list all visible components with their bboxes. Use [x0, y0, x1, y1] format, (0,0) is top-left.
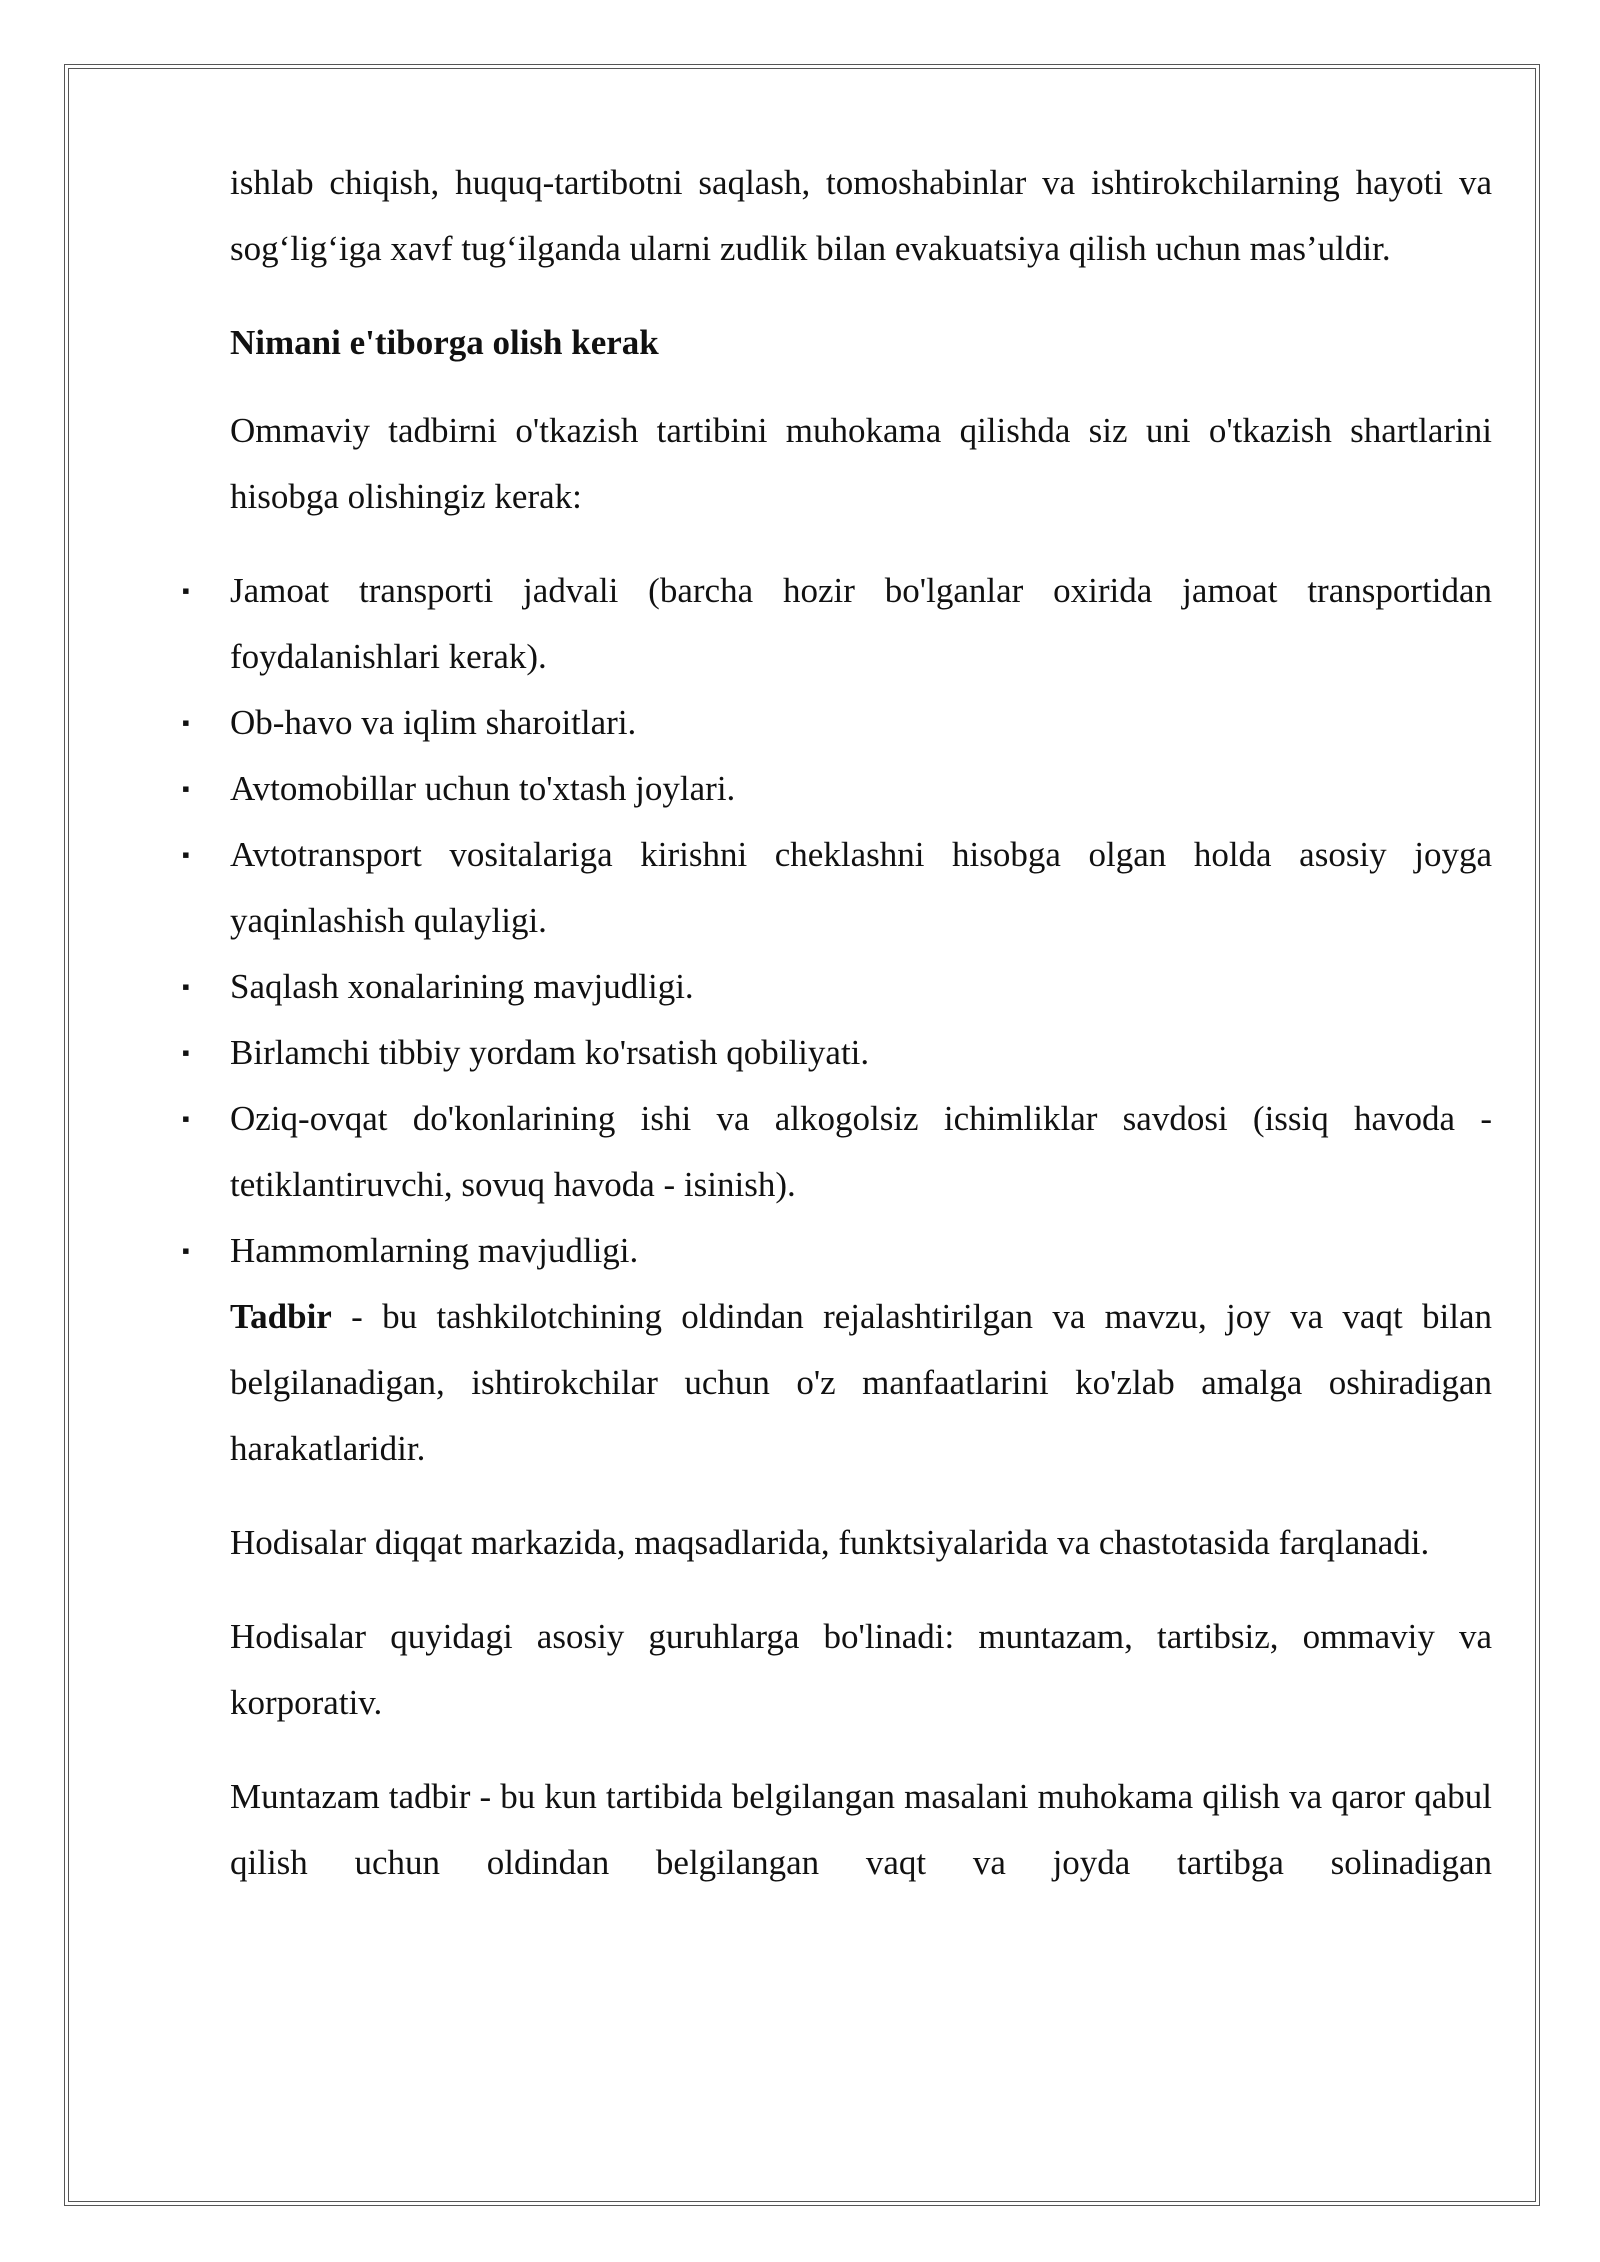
list-item-text: Avtomobillar uchun to'xtash joylari. [230, 769, 736, 808]
list-item-text: Hammomlarning mavjudligi. [230, 1231, 639, 1270]
list-item [182, 822, 1492, 954]
list-item [182, 1020, 1492, 1086]
list-item [182, 1218, 1492, 1284]
bullet-icon: ▪ [182, 974, 190, 999]
bullet-icon: ▪ [182, 1238, 190, 1263]
list-item-text: Saqlash xonalarining mavjudligi. [230, 967, 694, 1006]
bullet-icon: ▪ [182, 1106, 190, 1131]
list-item [182, 690, 1492, 756]
paragraph-focus: Hodisalar diqqat markazida, maqsadlarida, funktsiyalarida va chastotasida farqlanadi. [230, 1523, 1430, 1562]
paragraph-continuation: ishlab chiqish, huquq-tartibotni saqlash, tomoshabinlar va ishtirokchilarning hayoti va sog‘lig‘iga xavf tug‘ilganda ularni zudlik bilan evakuatsiya qilish uchun mas’uldir. [230, 163, 1492, 268]
list-item-text: Oziq-ovqat do'konlarining ishi va alkogolsiz ichimliklar savdosi (issiq havoda - tetiklantiruvchi, sovuq havoda - isinish). [230, 1099, 1492, 1204]
list-item-text: Birlamchi tibbiy yordam ko'rsatish qobiliyati. [230, 1033, 870, 1072]
definition-term: Tadbir [230, 1297, 332, 1336]
paragraph-regular-event: Muntazam tadbir - bu kun tartibida belgilangan masalani muhokama qilish va qaror qabul qilish uchun oldindan belgilangan vaqt va joyda tartibga solinadigan [230, 1777, 1492, 1882]
bullet-icon: ▪ [182, 710, 190, 735]
section-heading: Nimani e'tiborga olish kerak [230, 323, 659, 362]
list-item [182, 954, 1492, 1020]
conditions-list [182, 558, 1492, 1284]
paragraph-definition [230, 1284, 1492, 1482]
list-item [182, 1086, 1492, 1218]
paragraph-intro: Ommaviy tadbirni o'tkazish tartibini muhokama qilishda siz uni o'tkazish shartlarini hisobga olishingiz kerak: [230, 411, 1492, 516]
list-item-text: Ob-havo va iqlim sharoitlari. [230, 703, 637, 742]
bullet-icon: ▪ [182, 776, 190, 801]
bullet-icon: ▪ [182, 578, 190, 603]
list-item [182, 558, 1492, 690]
list-item [182, 756, 1492, 822]
bullet-icon: ▪ [182, 1040, 190, 1065]
list-item-text: Avtotransport vositalariga kirishni cheklashni hisobga olgan holda asosiy joyga yaqinlashish qulayligi. [230, 835, 1492, 940]
bullet-icon: ▪ [182, 842, 190, 867]
definition-text: - bu tashkilotchining oldindan rejalashtirilgan va mavzu, joy va vaqt bilan belgilanadigan, ishtirokchilar uchun o'z manfaatlarini ko'zlab amalga oshiradigan harakatlaridir. [230, 1297, 1492, 1468]
paragraph-groups: Hodisalar quyidagi asosiy guruhlarga bo'linadi: muntazam, tartibsiz, ommaviy va korporativ. [230, 1617, 1492, 1722]
document-body [182, 150, 1492, 1924]
list-item-text: Jamoat transporti jadvali (barcha hozir bo'lganlar oxirida jamoat transportidan foydalanishlari kerak). [230, 571, 1492, 676]
